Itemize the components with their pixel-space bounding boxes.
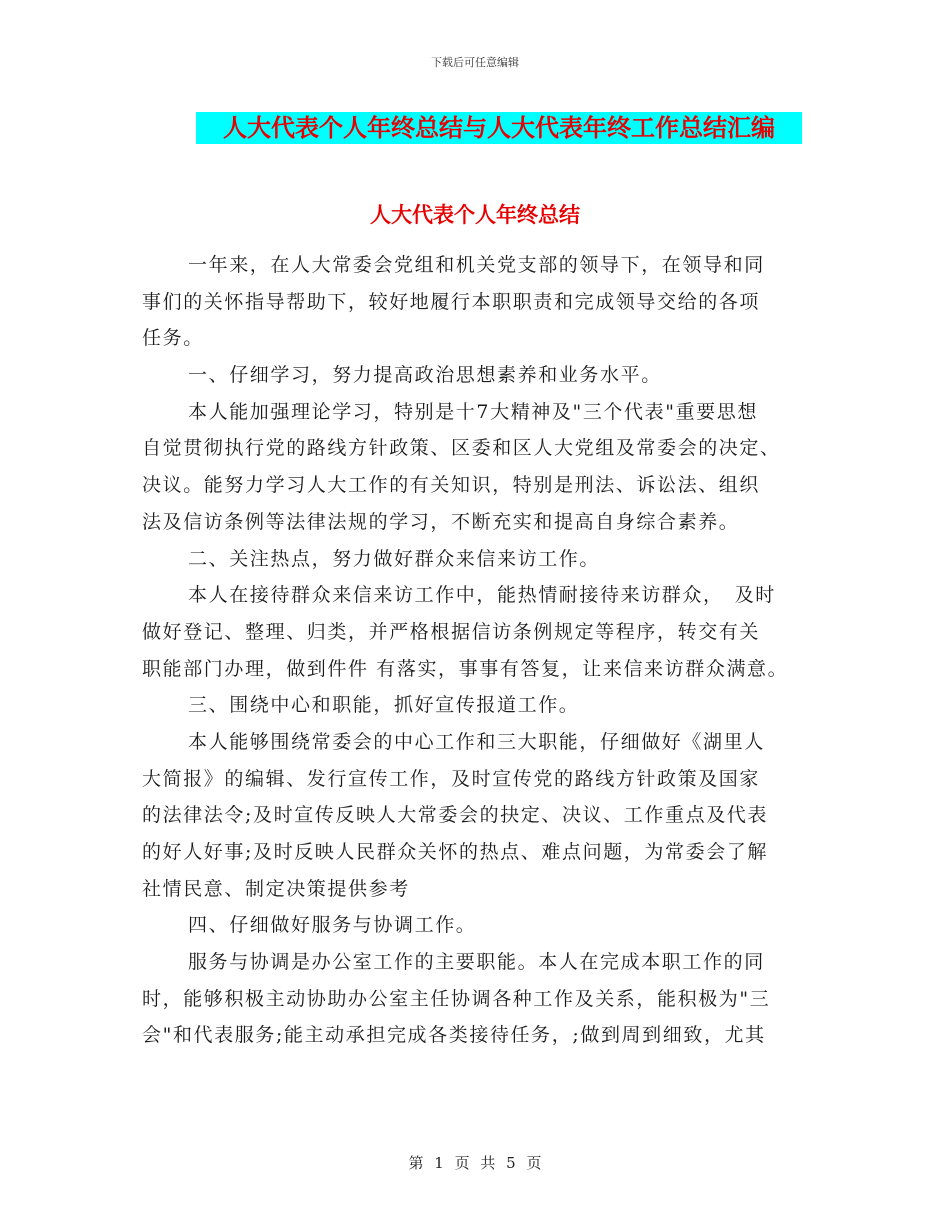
- paragraph-line: 社情民意、制定决策提供参考: [142, 877, 410, 900]
- paragraph-line: 自觉贯彻执行党的路线方针政策、区委和区人大党组及常委会的决定、: [142, 437, 781, 460]
- paragraph-line: 本人在接待群众来信来访工作中，能热情耐接待来访群众， 及时: [188, 584, 776, 607]
- paragraph-line: 服务与协调是办公室工作的主要职能。本人在完成本职工作的同: [188, 951, 765, 974]
- section-title: 人大代表个人年终总结: [370, 203, 580, 227]
- document-title: 人大代表个人年终总结与人大代表年终工作总结汇编: [196, 112, 802, 144]
- page-header-note: 下载后可任意编辑: [431, 56, 519, 69]
- paragraph-line: 大简报》的编辑、发行宣传工作，及时宣传党的路线方针政策及国家: [142, 767, 761, 790]
- paragraph-line: 决议。能努力学习人大工作的有关知识，特别是刑法、诉讼法、组织: [142, 474, 761, 497]
- body-text: [142, 247, 818, 1054]
- paragraph-line: 职能部门办理，做到件件 有落实，事事有答复，让来信来访群众满意。: [142, 657, 789, 680]
- paragraph-line: 任务。: [142, 327, 204, 350]
- heading-line: 三、围绕中心和职能，抓好宣传报道工作。: [188, 694, 580, 717]
- paragraph-line: 法及信访条例等法律法规的学习，不断充实和提高自身综合素养。: [142, 510, 740, 533]
- paragraph-line: 做好登记、整理、归类，并严格根据信访条例规定等程序，转交有关: [142, 620, 761, 643]
- heading-line: 四、仔细做好服务与协调工作。: [188, 914, 477, 937]
- paragraph-line: 本人能加强理论学习，特别是十7大精神及"三个代表"重要思想: [188, 400, 758, 423]
- heading-line: 二、关注热点，努力做好群众来信来访工作。: [188, 547, 601, 570]
- heading-line: 一、仔细学习，努力提高政治思想素养和业务水平。: [188, 364, 662, 387]
- paragraph-line: 一年来，在人大常委会党组和机关党支部的领导下，在领导和同: [188, 254, 765, 276]
- page-number: 第 1 页 共 5 页: [408, 1154, 542, 1172]
- paragraph-line: 的法律法令;及时宣传反映人大常委会的抉定、决议、工作重点及代表: [142, 804, 769, 827]
- paragraph-line: 的好人好事;及时反映人民群众关怀的热点、难点问题，为常委会了解: [142, 841, 769, 863]
- paragraph-line: 本人能够围绕常委会的中心工作和三大职能，仔细做好《湖里人: [188, 730, 765, 753]
- paragraph-line: 会"和代表服务;能主动承担完成各类接待任务，;做到周到细致，尤其: [142, 1024, 766, 1047]
- paragraph-line: 事们的关怀指导帮助下，较好地履行本职职责和完成领导交给的各项: [142, 290, 761, 313]
- paragraph-line: 时，能够积极主动协助办公室主任协调各种工作及关系，能积极为"三: [142, 987, 771, 1010]
